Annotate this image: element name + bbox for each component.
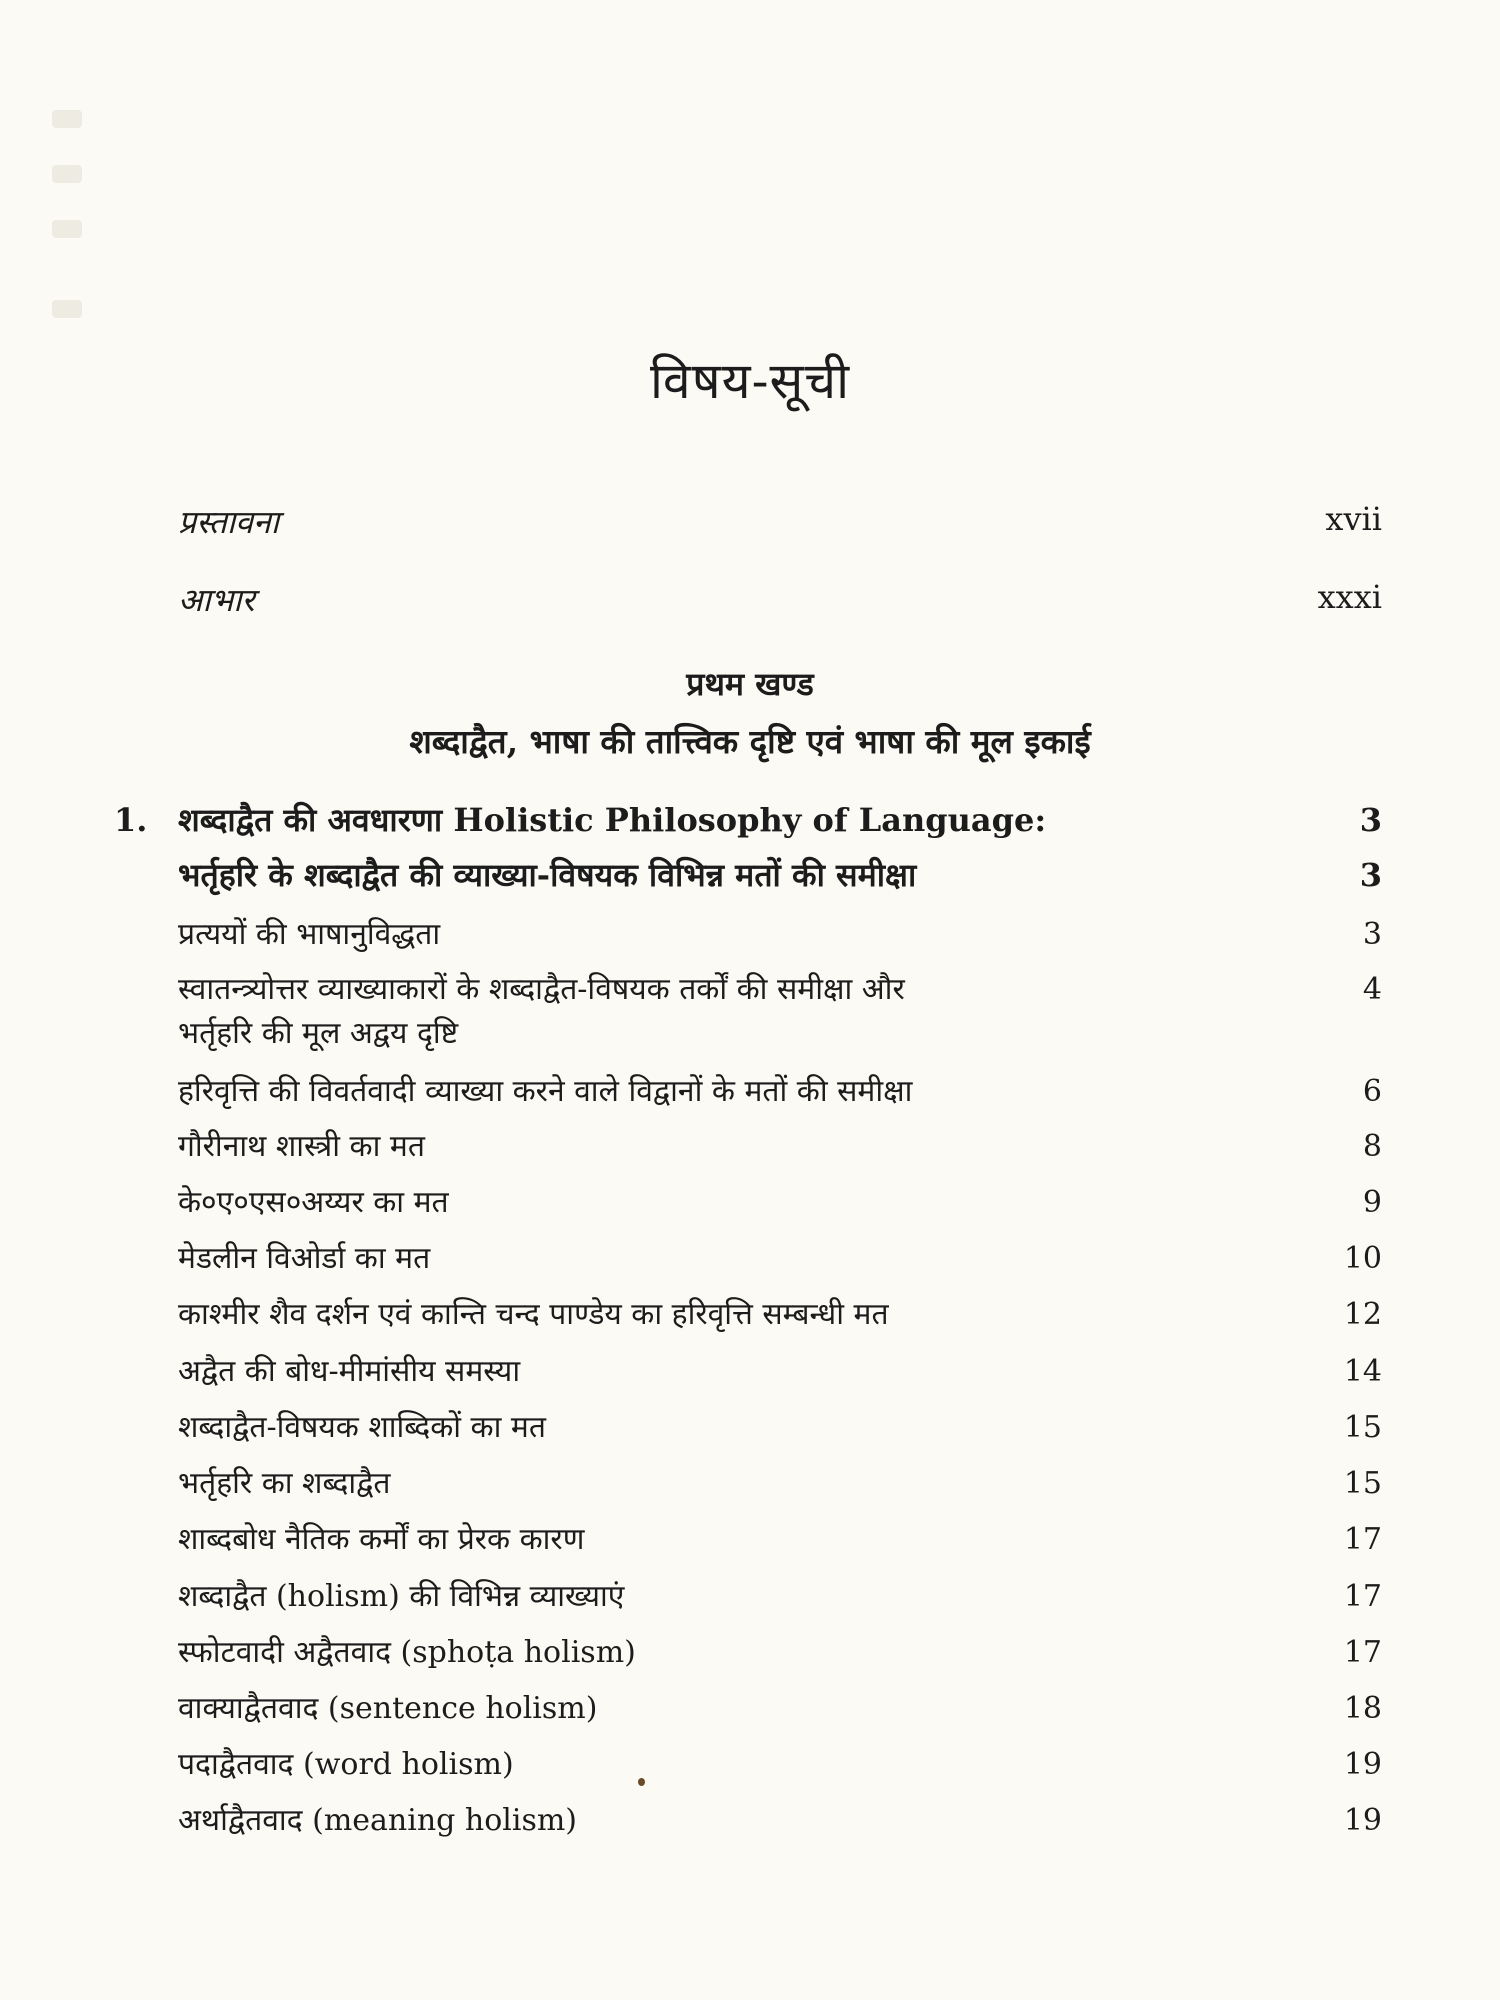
front-matter-page: xxxi: [1317, 578, 1382, 616]
toc-entry-text: हरिवृत्ति की विवर्तवादी व्याख्या करने वाले विद्वानों के मतों की समीक्षा: [178, 1074, 913, 1109]
toc-entry-page: 15: [1343, 1410, 1382, 1445]
section-subheading: शब्दाद्वैत, भाषा की तात्त्विक दृष्टि एवं भाषा की मूल इकाई: [409, 722, 1091, 761]
toc-entry-text: के०ए०एस०अय्यर का मत: [178, 1185, 449, 1220]
front-matter-page: xvii: [1325, 500, 1382, 538]
toc-entry-page: 19: [1343, 1803, 1382, 1838]
toc-entry-page: 6: [1362, 1074, 1382, 1109]
toc-entry-text: अद्वैत की बोध-मीमांसीय समस्या: [178, 1354, 521, 1389]
front-matter-label: आभार: [178, 581, 255, 619]
toc-entry-page: 12: [1343, 1297, 1382, 1332]
toc-entry-page: 17: [1343, 1522, 1382, 1557]
margin-bleed-mark: [52, 220, 82, 238]
toc-entry-text: अर्थाद्वैतवाद (meaning holism): [178, 1803, 578, 1838]
toc-entry-text: वाक्याद्वैतवाद (sentence holism): [178, 1691, 598, 1726]
toc-entry-page: 19: [1343, 1747, 1382, 1782]
toc-entry-page: 10: [1343, 1241, 1382, 1276]
toc-entry-page: 3: [1362, 917, 1382, 952]
front-matter-label: प्रस्तावना: [178, 503, 280, 541]
front-matter-row: [178, 578, 1382, 622]
paper-speck: [638, 1778, 645, 1786]
toc-entry: [178, 970, 1382, 1054]
toc-entry-text: मेडलीन विओर्डा का मत: [178, 1241, 431, 1276]
chapter-title: शब्दाद्वैत की अवधारणा Holistic Philosophy of Language:: [178, 801, 1047, 839]
toc-entry-text: स्वातन्त्र्योत्तर व्याख्याकारों के शब्दाद्वैत-विषयक तर्कों की समीक्षा और: [178, 972, 905, 1007]
toc-entry-page: 9: [1362, 1185, 1382, 1220]
chapter-subtitle: भर्तृहरि के शब्दाद्वैत की व्याख्या-विषयक विभिन्न मतों की समीक्षा: [178, 856, 917, 894]
toc-entry-continuation: भर्तृहरि की मूल अद्वय दृष्टि: [178, 1016, 459, 1051]
margin-bleed-mark: [52, 165, 82, 183]
toc-entry-page: 4: [1362, 972, 1382, 1007]
toc-entry-page: 14: [1343, 1354, 1382, 1389]
toc-entry-page: 18: [1343, 1691, 1382, 1726]
toc-entry-text: पदाद्वैतवाद (word holism): [178, 1747, 514, 1782]
toc-entry-page: 15: [1343, 1466, 1382, 1501]
toc-entry-text: शब्दाद्वैत-विषयक शाब्दिकों का मत: [178, 1410, 546, 1445]
page-title: विषय-सूची: [649, 352, 851, 410]
toc-entry-text: भर्तृहरि का शब्दाद्वैत: [178, 1466, 391, 1501]
front-matter-row: [178, 500, 1382, 544]
toc-entry-text: शब्दाद्वैत (holism) की विभिन्न व्याख्याएं: [178, 1579, 625, 1614]
toc-entry-page: 17: [1343, 1635, 1382, 1670]
toc-entry-text: गौरीनाथ शास्त्री का मत: [178, 1129, 425, 1164]
section-heading: प्रथम खण्ड: [686, 665, 814, 703]
margin-bleed-mark: [52, 110, 82, 128]
chapter-number: 1.: [114, 801, 148, 839]
toc-entry-text: शाब्दबोध नैतिक कर्मों का प्रेरक कारण: [178, 1522, 585, 1557]
toc-entry-page: 17: [1343, 1579, 1382, 1614]
toc-entry-text: स्फोटवादी अद्वैतवाद (sphoṭa holism): [178, 1635, 636, 1670]
chapter-subtitle-page: 3: [1359, 856, 1382, 894]
toc-entry-page: 8: [1362, 1129, 1382, 1164]
margin-bleed-mark: [52, 300, 82, 318]
chapter-page: 3: [1359, 801, 1382, 839]
toc-entry-text: काश्मीर शैव दर्शन एवं कान्ति चन्द पाण्डेय का हरिवृत्ति सम्बन्धी मत: [178, 1297, 889, 1332]
toc-entry-text: प्रत्ययों की भाषानुविद्धता: [178, 917, 441, 952]
